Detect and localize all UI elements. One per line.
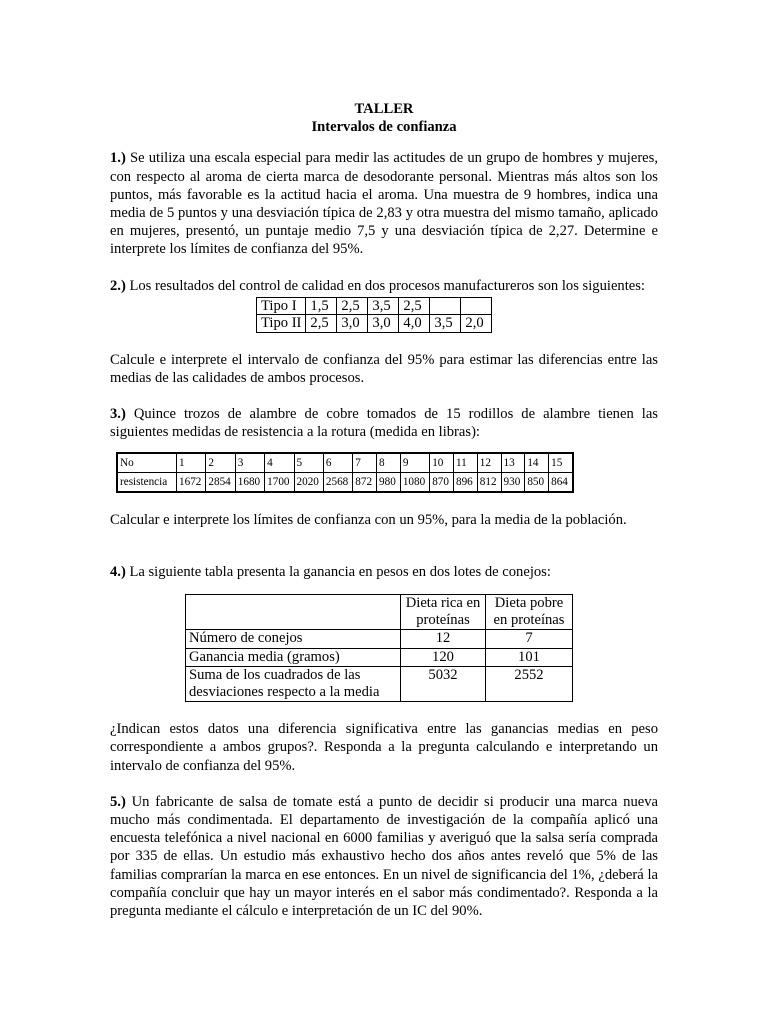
question-text: Se utiliza una escala especial para medir las actitudes de un grupo de hombres y mujeres, con respecto al aroma de cierta marca de desodorante personal. Mientras más altos son los puntos, más favorable es la actitud hacia el aroma. Una muestra de 9 hombres, indica una media de 5 puntos y una desviación típica de 2,83 y otra muestra del mismo tamaño, aplicado en mujeres, presentó, un puntaje medio 7,5 y una desviación típica de 2,27. Determine e interprete los límites de confianza del 95%. <box>110 150 658 258</box>
table-cell: 850 <box>525 472 549 492</box>
table-cell: 1 <box>177 453 206 473</box>
table-cell: 5 <box>294 453 323 473</box>
table-cell: 3,5 <box>430 315 461 333</box>
table-row <box>117 472 573 492</box>
table-cell: No <box>117 453 177 473</box>
table-cell: 120 <box>401 648 486 666</box>
page-subtitle: Intervalos de confianza <box>311 119 457 136</box>
question-3 <box>110 405 658 441</box>
table-cell: Tipo II <box>257 315 306 333</box>
table-row <box>186 648 573 666</box>
question-5 <box>110 793 658 920</box>
table-cell: 7 <box>353 453 377 473</box>
table-cell: 864 <box>549 472 573 492</box>
question-text: Un fabricante de salsa de tomate está a punto de decidir si producir una marca nueva mucho más condimentada. El departamento de investigación de la compañía aplicó una encuesta telefónica a nivel nacional en 6000 familias y averiguó que la salsa sería comprada por 335 de ellas. Un estudio más exhaustivo hecho dos años antes reveló que 5% de las familias comprarían la marca en ese entonces. En un nivel de significancia del 1%, ¿deberá la compañía concluir que hay un mayor interés en el sabor más condimentado?. Responda a la pregunta mediante el cálculo e interpretación de un IC del 90%. <box>110 793 658 920</box>
table-cell: 1,5 <box>306 297 337 315</box>
question-3-instruction: Calcular e interprete los límites de confianza con un 95%, para la media de la población. <box>110 511 627 528</box>
table-cell: 9 <box>400 453 429 473</box>
table-cell: 980 <box>377 472 401 492</box>
table-cell <box>461 297 492 315</box>
table-row <box>257 297 492 315</box>
table-cell: 3,0 <box>368 315 399 333</box>
table-row <box>186 666 573 701</box>
table-cell: 2552 <box>486 666 573 701</box>
table-cell: 6 <box>323 453 352 473</box>
table-cell: 812 <box>477 472 501 492</box>
table-cell: 4,0 <box>399 315 430 333</box>
table-cell: 2854 <box>206 472 235 492</box>
rabbits-table <box>185 594 573 702</box>
question-text: La siguiente tabla presenta la ganancia en pesos en dos lotes de conejos: <box>125 563 551 580</box>
table-cell: Número de conejos <box>186 630 401 648</box>
table-cell: Dieta pobre en proteínas <box>486 595 573 630</box>
table-cell: Ganancia media (gramos) <box>186 648 401 666</box>
question-number: 4.) <box>110 563 126 580</box>
table-cell: resistencia <box>117 472 177 492</box>
table-cell: 1672 <box>177 472 206 492</box>
question-4 <box>110 563 658 581</box>
table-cell: 3,5 <box>368 297 399 315</box>
table-cell: 14 <box>525 453 549 473</box>
table-cell: 8 <box>377 453 401 473</box>
table-row <box>117 453 573 473</box>
question-number: 2.) <box>110 277 126 294</box>
question-4-instruction: ¿Indican estos datos una diferencia significativa entre las ganancias medias en peso correspondiente a ambos grupos?. Responda a la pregunta calculando e interpretando un intervalo de confianza del 95%. <box>110 721 658 774</box>
resistance-table <box>116 452 574 493</box>
table-cell: 2020 <box>294 472 323 492</box>
question-text: Los resultados del control de calidad en dos procesos manufactureros son los siguientes: <box>125 277 645 294</box>
table-cell: Suma de los cuadrados de las desviaciones respecto a la media <box>186 666 401 701</box>
table-cell: Tipo I <box>257 297 306 315</box>
table-cell: 12 <box>477 453 501 473</box>
question-number: 3.) <box>110 406 126 423</box>
table-cell: 3,0 <box>337 315 368 333</box>
question-number: 5.) <box>110 793 126 810</box>
table-cell <box>430 297 461 315</box>
table-cell: 15 <box>549 453 573 473</box>
question-number: 1.) <box>110 150 126 167</box>
table-cell: 4 <box>265 453 294 473</box>
table-row <box>257 315 492 333</box>
table-cell: 872 <box>353 472 377 492</box>
table-cell: 10 <box>430 453 454 473</box>
table-cell: 930 <box>501 472 525 492</box>
table-cell: 2,5 <box>306 315 337 333</box>
table-cell: 2,5 <box>337 297 368 315</box>
table-cell: 12 <box>401 630 486 648</box>
table-cell: 7 <box>486 630 573 648</box>
table-cell: 1700 <box>265 472 294 492</box>
question-1 <box>110 149 658 258</box>
table-cell: 1080 <box>400 472 429 492</box>
page-title: TALLER <box>354 101 414 117</box>
table-cell: 101 <box>486 648 573 666</box>
table-cell: 2,0 <box>461 315 492 333</box>
table-cell: 2 <box>206 453 235 473</box>
table-cell <box>186 595 401 630</box>
table-cell: 3 <box>235 453 264 473</box>
table-cell: Dieta rica en proteínas <box>401 595 486 630</box>
table-cell: 11 <box>453 453 477 473</box>
question-2 <box>110 277 658 295</box>
document-page <box>110 100 658 920</box>
table-cell: 1680 <box>235 472 264 492</box>
table-cell: 13 <box>501 453 525 473</box>
table-cell: 896 <box>453 472 477 492</box>
table-row <box>186 630 573 648</box>
table-cell: 5032 <box>401 666 486 701</box>
question-2-instruction: Calcule e interprete el intervalo de confianza del 95% para estimar las diferencias entre las medias de las calidades de ambos procesos. <box>110 351 658 387</box>
question-text: Quince trozos de alambre de cobre tomados de 15 rodillos de alambre tienen las siguientes medidas de resistencia a la rotura (medida en libras): <box>110 406 658 441</box>
table-row <box>186 595 573 630</box>
table-cell: 2568 <box>323 472 352 492</box>
quality-table <box>256 297 492 333</box>
table-cell: 2,5 <box>399 297 430 315</box>
table-cell: 870 <box>430 472 454 492</box>
